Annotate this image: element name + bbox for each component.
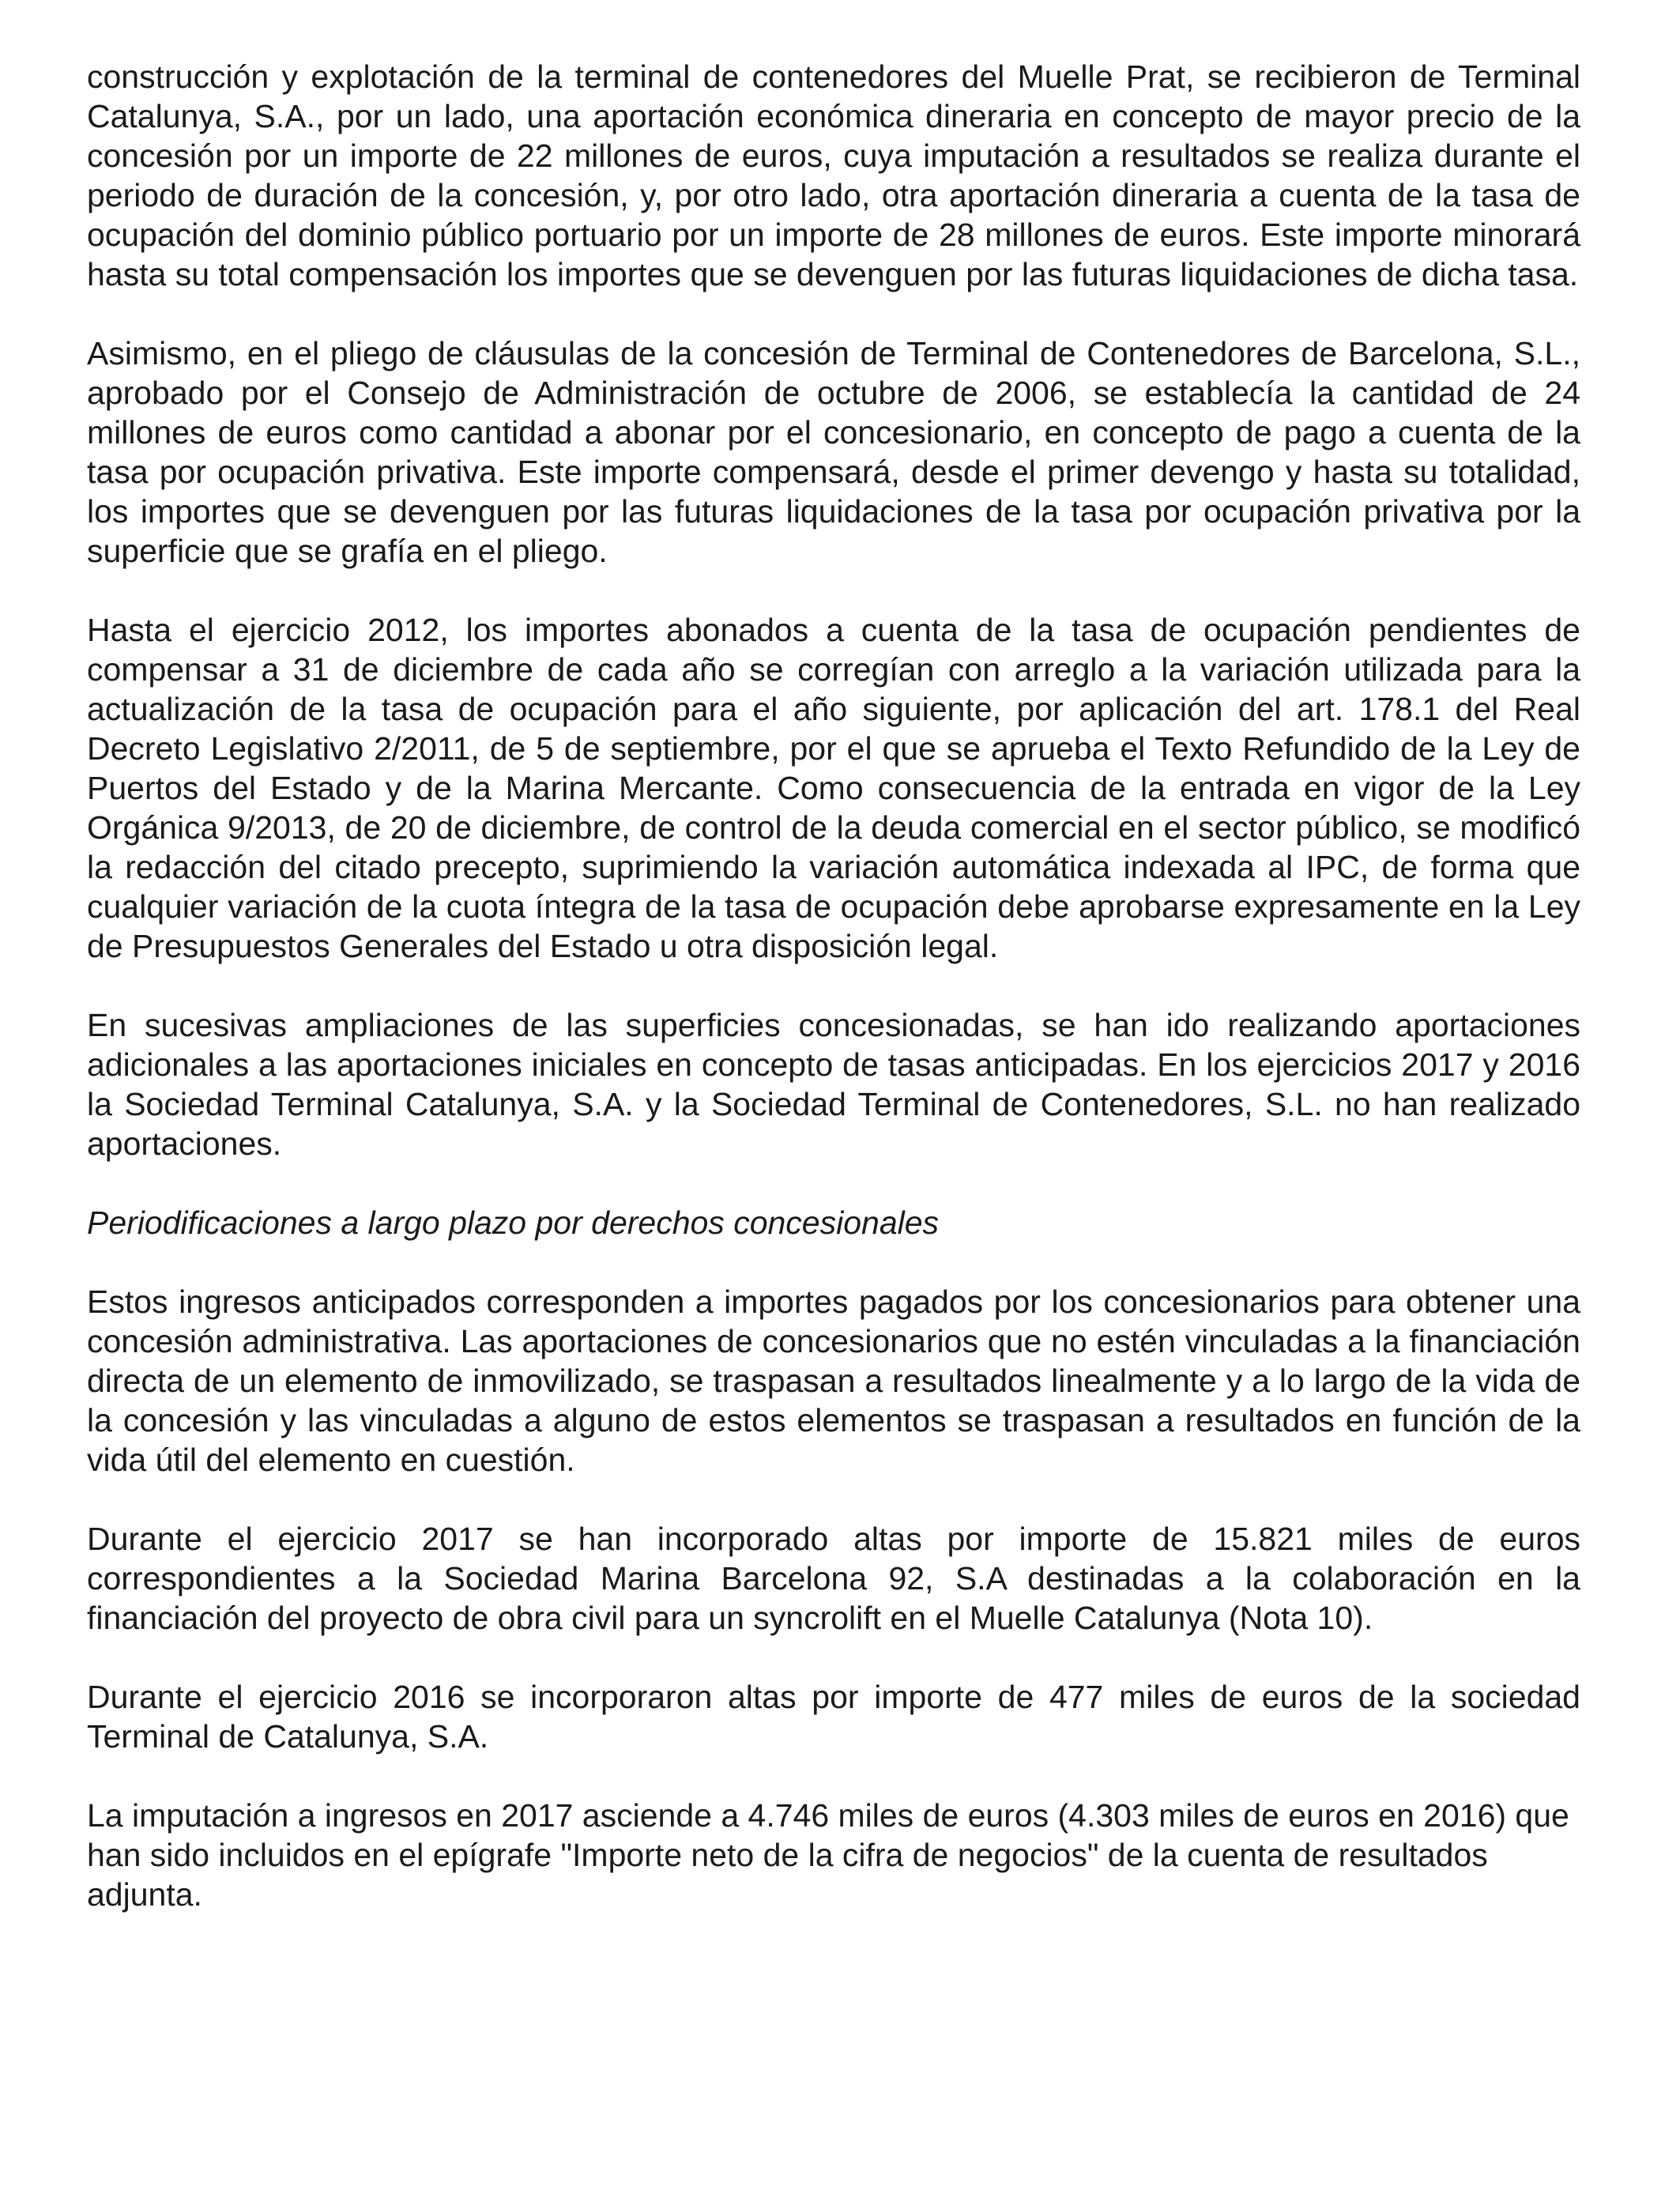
section-heading: Periodificaciones a largo plazo por derechos concesionales bbox=[87, 1204, 940, 1241]
paragraph-tax-adjustment-history: Hasta el ejercicio 2012, los importes abonados a cuenta de la tasa de ocupación pendientes de compensar a 31 de diciembre de cada año se corregían con arreglo a la variación utilizada para la actualización de la tasa de ocupación para el año siguiente, por aplicación del art. 178.1 del Real Decreto Legislativo 2/2011, de 5 de septiembre, por el que se aprueba el Texto Refundido de la Ley de Puertos del Estado y de la Marina Mercante. Como consecuencia de la entrada en vigor de la Ley Orgánica 9/2013, de 20 de diciembre, de control de la deuda comercial en el sector público, se modificó la redacción del citado precepto, suprimiendo la variación automática indexada al IPC, de forma que cualquier variación de la cuota íntegra de la tasa de ocupación debe aprobarse expresamente en la Ley de Presupuestos Generales del Estado u otra disposición legal. bbox=[87, 612, 1580, 964]
paragraph-income-imputation: La imputación a ingresos en 2017 asciende a 4.746 miles de euros (4.303 miles de euros en 2016) que han sido incluidos en el epígrafe "Importe neto de la cifra de negocios" de la cuenta de resultados adjunta. bbox=[87, 1797, 1569, 1913]
paragraph-advance-income-definition: Estos ingresos anticipados corresponden a importes pagados por los concesionarios para obtener una concesión administrativa. Las aportaciones de concesionarios que no estén vinculadas a la financiación directa de un elemento de inmovilizado, se traspasan a resultados linealmente y a lo largo de la vida de la concesión y las vinculadas a alguno de estos elementos se traspasan a resultados en función de la vida útil del elemento en cuestión. bbox=[87, 1284, 1580, 1478]
paragraph-muelle-prat-contributions: construcción y explotación de la terminal de contenedores del Muelle Prat, se recibieron de Terminal Catalunya, S.A., por un lado, una aportación económica dineraria en concepto de mayor precio de la concesión por un importe de 22 millones de euros, cuya imputación a resultados se realiza durante el periodo de duración de la concesión, y, por otro lado, otra aportación dineraria a cuenta de la tasa de ocupación del dominio público portuario por un importe de 28 millones de euros. Este importe minorará hasta su total compensación los importes que se devenguen por las futuras liquidaciones de dicha tasa. bbox=[87, 58, 1580, 292]
paragraph-tcb-concession-terms: Asimismo, en el pliego de cláusulas de la concesión de Terminal de Contenedores de Barcelona, S.L., aprobado por el Consejo de Administración de octubre de 2006, se establecía la cantidad de 24 millones de euros como cantidad a abonar por el concesionario, en concepto de pago a cuenta de la tasa por ocupación privativa. Este importe compensará, desde el primer devengo y hasta su totalidad, los importes que se devenguen por las futuras liquidaciones de la tasa por ocupación privativa por la superficie que se grafía en el pliego. bbox=[87, 335, 1580, 569]
paragraph-additional-contributions: En sucesivas ampliaciones de las superficies concesionadas, se han ido realizando aportaciones adicionales a las aportaciones iniciales en concepto de tasas anticipadas. En los ejercicios 2017 y 2016 la Sociedad Terminal Catalunya, S.A. y la Sociedad Terminal de Contenedores, S.L. no han realizado aportaciones. bbox=[87, 1007, 1580, 1162]
document-page bbox=[87, 57, 1580, 1954]
paragraph-2016-additions: Durante el ejercicio 2016 se incorporaron altas por importe de 477 miles de euros de la sociedad Terminal de Catalunya, S.A. bbox=[87, 1679, 1580, 1755]
paragraph-2017-additions: Durante el ejercicio 2017 se han incorporado altas por importe de 15.821 miles de euros correspondientes a la Sociedad Marina Barcelona 92, S.A destinadas a la colaboración en la financiación del proyecto de obra civil para un syncrolift en el Muelle Catalunya (Nota 10). bbox=[87, 1521, 1580, 1636]
